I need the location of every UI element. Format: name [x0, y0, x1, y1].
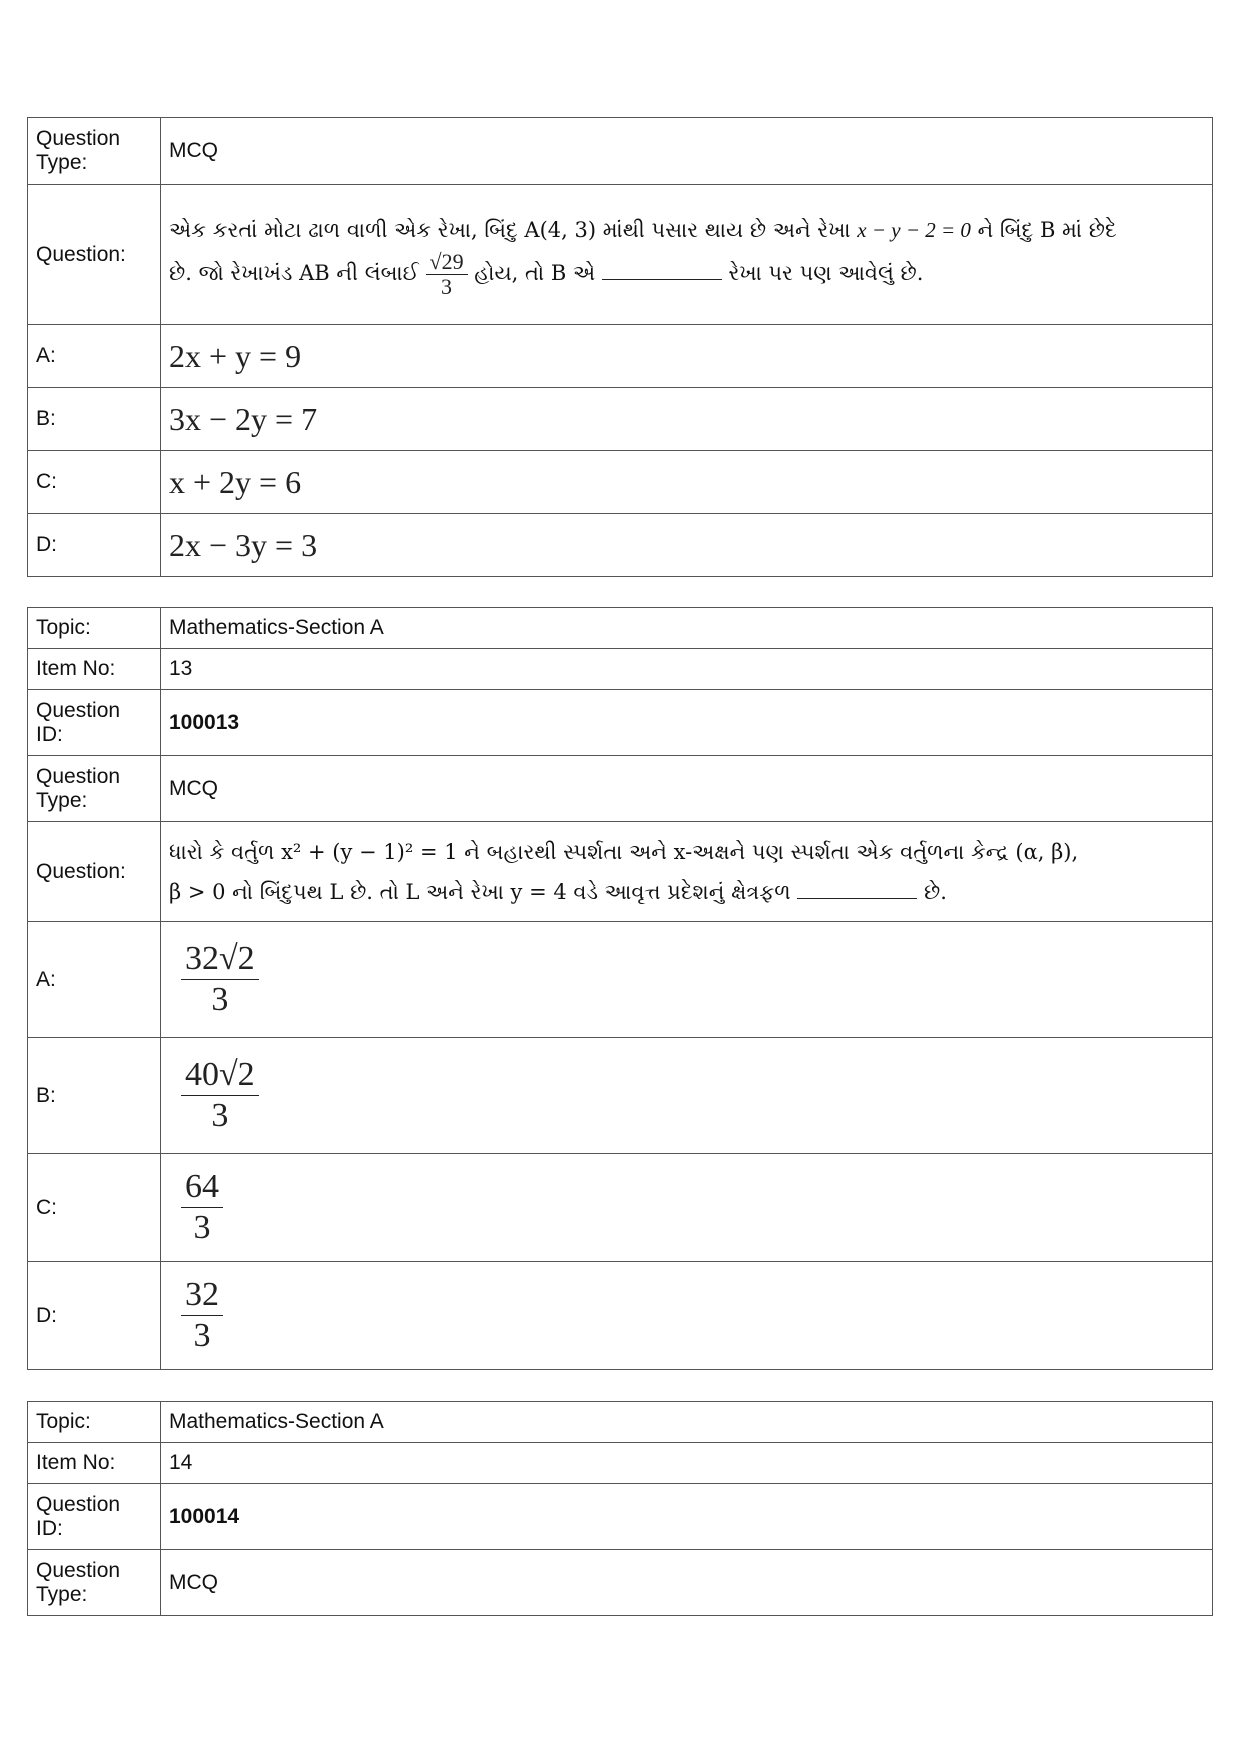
- question-block-13: [27, 607, 1213, 1370]
- question-label: Question:: [28, 185, 161, 325]
- question-text-line1: ધારો કે વર્તુળ x² + (y − 1)² = 1 ને બહારથી સ્પર્શતા અને x-અક્ષને પણ સ્પર્શતા એક વર્તુળના કેન્દ્ર (α, β),: [169, 839, 1079, 864]
- option-b-row: [28, 388, 1213, 451]
- topic-row: [28, 1402, 1213, 1443]
- option-b-row: [28, 1038, 1213, 1154]
- topic-row: [28, 608, 1213, 649]
- length-fraction: [426, 250, 468, 299]
- option-c-row: [28, 451, 1213, 514]
- option-c-value: x + 2y = 6: [161, 451, 1213, 514]
- question-type-row: [28, 118, 1213, 185]
- option-b-denominator: 3: [211, 1097, 229, 1134]
- option-b-value: 3x − 2y = 7: [161, 388, 1213, 451]
- question-row: [28, 822, 1213, 922]
- question-text-line1b: ને બિંદુ B માં છેદે: [977, 218, 1117, 242]
- question-type-value: MCQ: [161, 118, 1213, 185]
- question-block-14: [27, 1401, 1213, 1616]
- question-type-row: [28, 756, 1213, 822]
- item-no-label: Item No:: [28, 649, 161, 690]
- option-b-numerator: 40√2: [181, 1055, 259, 1096]
- option-a-row: [28, 325, 1213, 388]
- topic-label: Topic:: [28, 608, 161, 649]
- option-d-label: D:: [28, 514, 161, 577]
- option-b-fraction: [181, 1055, 259, 1136]
- option-a-denominator: 3: [211, 981, 229, 1018]
- option-d-label: D:: [28, 1262, 161, 1370]
- question-block-12: [27, 117, 1213, 577]
- question-type-row: [28, 1550, 1213, 1616]
- question-text: [161, 185, 1213, 325]
- option-b-label: B:: [28, 1038, 161, 1154]
- topic-label: Topic:: [28, 1402, 161, 1443]
- option-d-row: [28, 1262, 1213, 1370]
- answer-blank: [602, 278, 722, 280]
- length-fraction-numerator: √29: [426, 250, 468, 275]
- option-a-numerator: 32√2: [181, 939, 259, 980]
- option-a-row: [28, 922, 1213, 1038]
- length-fraction-denominator: 3: [441, 274, 453, 299]
- question-text-line2a: છે. જો રેખાખંડ AB ની લંબાઈ: [169, 261, 419, 285]
- topic-value: Mathematics-Section A: [161, 1402, 1213, 1443]
- option-d-row: [28, 514, 1213, 577]
- question-row: [28, 185, 1213, 325]
- question-id-label: Question ID:: [28, 690, 161, 756]
- option-a-fraction: [181, 939, 259, 1020]
- option-d-denominator: 3: [193, 1317, 211, 1354]
- option-c-fraction: [181, 1167, 223, 1248]
- option-c-numerator: 64: [181, 1167, 223, 1208]
- item-no-row: [28, 649, 1213, 690]
- question-type-label: Question Type:: [28, 756, 161, 822]
- item-no-value: 14: [161, 1443, 1213, 1484]
- question-text-line2b: છે.: [923, 879, 947, 904]
- option-b-label: B:: [28, 388, 161, 451]
- option-d-fraction: [181, 1275, 223, 1356]
- option-d-value: 2x − 3y = 3: [161, 514, 1213, 577]
- question-label: Question:: [28, 822, 161, 922]
- option-c-denominator: 3: [193, 1209, 211, 1246]
- question-text: [161, 822, 1213, 922]
- question-text-line2c: રેખા પર પણ આવેલું છે.: [728, 261, 924, 285]
- question-id-value: 100013: [161, 690, 1213, 756]
- option-d-numerator: 32: [181, 1275, 223, 1316]
- option-c-label: C:: [28, 451, 161, 514]
- item-no-row: [28, 1443, 1213, 1484]
- option-a-value: 2x + y = 9: [161, 325, 1213, 388]
- question-type-value: MCQ: [161, 1550, 1213, 1616]
- item-no-label: Item No:: [28, 1443, 161, 1484]
- question-id-row: [28, 690, 1213, 756]
- option-c-row: [28, 1154, 1213, 1262]
- item-no-value: 13: [161, 649, 1213, 690]
- question-id-value: 100014: [161, 1484, 1213, 1550]
- option-a-label: A:: [28, 922, 161, 1038]
- question-id-label: Question ID:: [28, 1484, 161, 1550]
- option-c-label: C:: [28, 1154, 161, 1262]
- topic-value: Mathematics-Section A: [161, 608, 1213, 649]
- question-text-line1a: એક કરતાં મોટા ઢાળ વાળી એક રેખા, બિંદુ A(4, 3) માંથી પસાર થાય છે અને રેખા: [169, 218, 851, 242]
- question-type-value: MCQ: [161, 756, 1213, 822]
- question-text-line2a: β > 0 નો બિંદુપથ L છે. તો L અને રેખા y = 4 વડે આવૃત્ત પ્રદેશનું ક્ષેત્રફળ: [169, 879, 791, 904]
- option-a-label: A:: [28, 325, 161, 388]
- question-type-label: Question Type:: [28, 1550, 161, 1616]
- question-type-label: Question Type:: [28, 118, 161, 185]
- question-id-row: [28, 1484, 1213, 1550]
- question-equation: x − y − 2 = 0: [857, 218, 971, 242]
- answer-blank: [797, 897, 917, 899]
- question-text-line2b: હોય, તો B એ: [474, 261, 596, 285]
